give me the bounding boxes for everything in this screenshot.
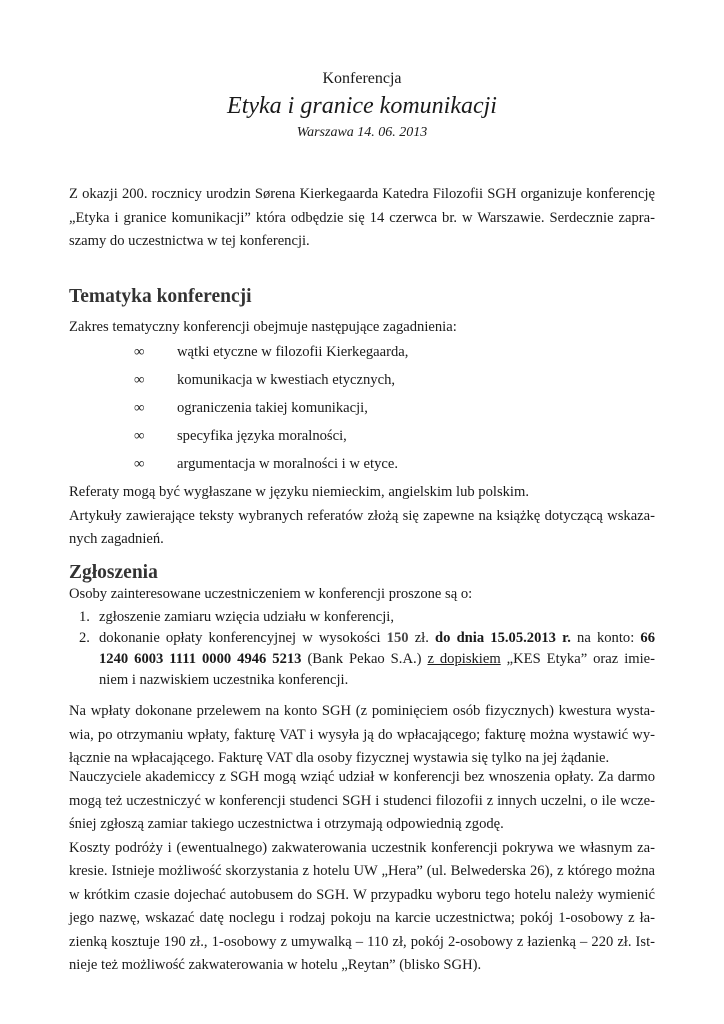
conference-kicker: Konferencja [322, 70, 402, 87]
fee-amount: 150 [386, 630, 409, 646]
text-line: w krótkim czasie dojechać autobusem do SGH. W przypadku wyboru tego hotelu należy wymienić [69, 886, 655, 903]
text-line: Artykuły zawierające teksty wybranych referatów złożą się zapewne na książkę dotyczącą wskaza- [69, 507, 655, 524]
text-line: Osoby zainteresowane uczestniczeniem w konferencji proszone są o: [69, 586, 473, 602]
infinity-bullet-icon: ∞ [134, 344, 145, 360]
list-item-text: komunikacja w kwestiach etycznych, [177, 372, 396, 388]
text-line: Koszty podróży i (ewentualnego) zakwaterowania uczestnik konferencji pokrywa we własnym za- [69, 839, 655, 856]
languages-paragraph [69, 481, 655, 552]
text-line: nieje też możliwość zakwaterowania w hotelu „Reytan” (blisko SGH). [69, 957, 482, 973]
intro-paragraph [69, 183, 655, 254]
invoice-paragraph [69, 700, 655, 771]
list-item-text: wątki etyczne w filozofii Kierkegaarda, [177, 344, 409, 360]
text-line: dokonanie opłaty konferencyjnej w wysokości 150 zł. do dnia 15.05.2013 r. na konto: 66 [99, 630, 655, 646]
infinity-bullet-icon: ∞ [134, 428, 145, 444]
infinity-bullet-icon: ∞ [134, 456, 145, 472]
text-line: kresie. Istnieje możliwość skorzystania z hotelu UW „Hera” (ul. Belwederska 26), z którego można [69, 863, 655, 879]
topics-heading: Tematyka konferencji [69, 286, 252, 307]
list-number: 1. [79, 609, 90, 625]
list-item-text: argumentacja w moralności i w etyce. [177, 456, 398, 472]
text-line: Zakres tematyczny konferencji obejmuje następujące zagadnienia: [69, 319, 457, 335]
account-number: 1240 6003 1111 0000 4946 5213 [99, 651, 302, 667]
text-line: śniej zgłoszą zamiar takiego uczestnictwa i otrzymają odpowiednią zgodę. [69, 816, 504, 832]
text-line: jego nazwę, wskazać datę noclegu i rodzaj pokoju na karcie uczestnictwa; pokój 1-osobowy z ła- [69, 910, 655, 926]
text-line: Z okazji 200. rocznicy urodzin Sørena Kierkegaarda Katedra Filozofii SGH organizuje konferencję [69, 186, 655, 202]
text-line: 1240 6003 1111 0000 4946 5213 (Bank Pekao S.A.) z dopiskiem „KES Etyka” oraz imie- [99, 651, 655, 667]
list-item-text: specyfika języka moralności, [177, 428, 347, 444]
list-number: 2. [79, 630, 90, 646]
text-line: Nauczyciele akademiccy z SGH mogą wziąć udział w konferencji bez wnoszenia opłaty. Za darmo [69, 769, 655, 785]
participation-costs-paragraph [69, 766, 655, 978]
text-line: szamy do uczestnictwa w tej konferencji. [69, 233, 310, 249]
text-line: wia, po otrzymaniu wpłaty, fakturę VAT i wysyła ją do wpłacającego; fakturę można wystawić wy- [69, 726, 655, 743]
registration-heading: Zgłoszenia [69, 562, 158, 583]
topics-lead [69, 316, 655, 340]
payment-deadline: do dnia 15.05.2013 r. [435, 630, 571, 646]
infinity-bullet-icon: ∞ [134, 400, 145, 416]
text-line: Na wpłaty dokonane przelewem na konto SGH (z pominięciem osób fizycznych) kwestura wysta- [69, 703, 655, 719]
text-line: zienką kosztuje 190 zł., 1-osobowy z umywalką – 110 zł, pokój 2-osobowy z łazienką – 220 zł. Ist- [69, 933, 655, 950]
infinity-bullet-icon: ∞ [134, 372, 145, 388]
conference-title: Etyka i granice komunikacji [227, 93, 497, 119]
registration-lead [69, 583, 655, 607]
list-item-text: ograniczenia takiej komunikacji, [177, 400, 368, 416]
list-item-text: zgłoszenie zamiaru wzięcia udziału w konferencji, [99, 609, 394, 625]
text-line: „Etyka i granice komunikacji” która odbędzie się 14 czerwca br. w Warszawie. Serdecznie zapra- [69, 209, 655, 226]
text-line: niem i nazwiskiem uczestnika konferencji. [99, 672, 349, 688]
text-line: łącznie na wpłacającego. Fakturę VAT dla osoby fizycznej wystawia się tylko na jej żądanie. [69, 750, 610, 766]
text-line: Referaty mogą być wygłaszane w języku niemieckim, angielskim lub polskim. [69, 484, 529, 500]
conference-date-place: Warszawa 14. 06. 2013 [296, 125, 428, 140]
text-line: nych zagadnień. [69, 531, 164, 547]
account-number-prefix: 66 [640, 630, 655, 646]
text-line: mogą też uczestniczyć w konferencji studenci SGH i studenci filozofii z innych uczelni, o ile wcze- [69, 792, 655, 809]
transfer-note: z dopiskiem [427, 651, 501, 667]
